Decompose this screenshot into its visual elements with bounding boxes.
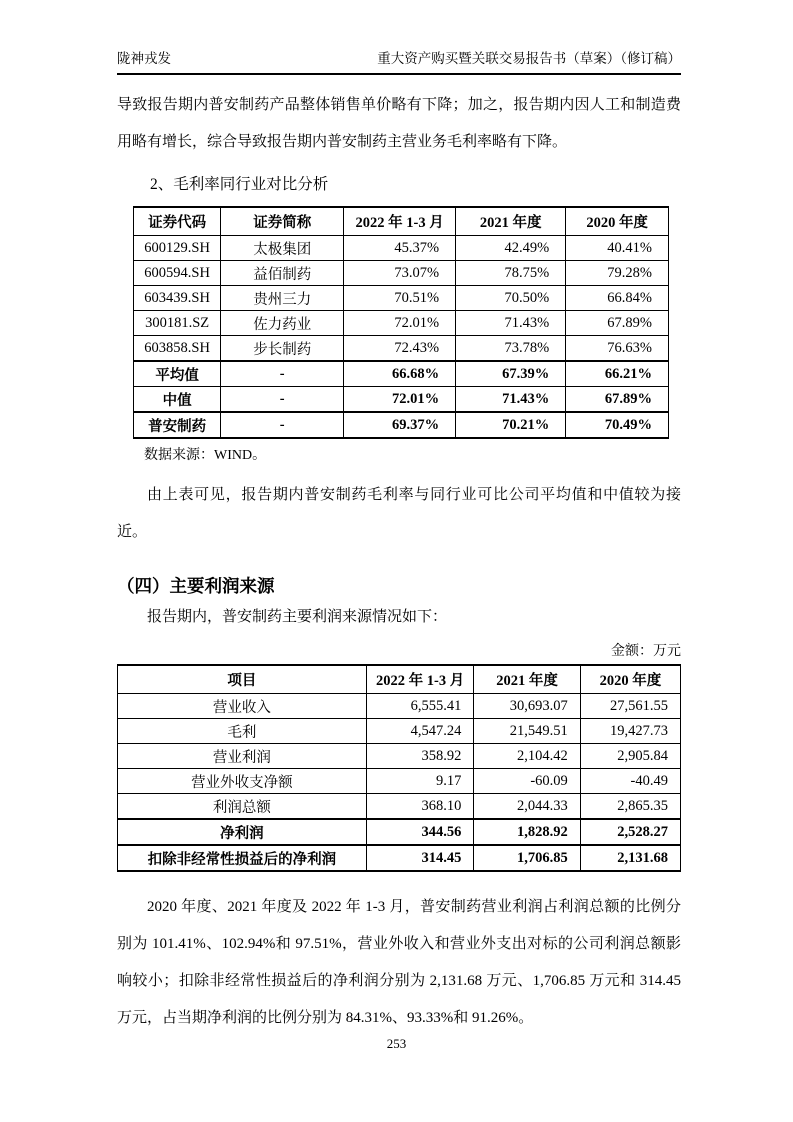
header-document-title: 重大资产购买暨关联交易报告书（草案）（修订稿）: [377, 51, 681, 66]
table-row: [134, 336, 669, 362]
table-cell: 佐力药业: [221, 311, 344, 336]
table-cell: 普安制药: [134, 412, 221, 438]
table-row-net-profit: [118, 819, 681, 845]
table-row: [134, 236, 669, 261]
table-row: [134, 261, 669, 286]
table-cell: 67.89%: [566, 311, 669, 336]
table-header-row: [134, 207, 669, 236]
table-cell: -40.49: [580, 769, 680, 794]
table-cell: 603439.SH: [134, 286, 221, 311]
table-cell: 79.28%: [566, 261, 669, 286]
table-cell: -: [221, 387, 344, 413]
table-row-puan: [134, 412, 669, 438]
table-row: [134, 311, 669, 336]
table-cell: 45.37%: [344, 236, 456, 261]
column-header: 证券代码: [134, 207, 221, 236]
running-header: [117, 50, 681, 75]
table-cell: 2,528.27: [580, 819, 680, 845]
table-cell: 1,706.85: [474, 845, 580, 871]
table-cell: 净利润: [118, 819, 367, 845]
section-heading-main-profit-source: （四）主要利润来源: [117, 576, 275, 596]
table-cell: 70.49%: [566, 412, 669, 438]
table-cell: 步长制药: [221, 336, 344, 362]
profit-intro-paragraph: 报告期内，普安制药主要利润来源情况如下：: [147, 609, 448, 625]
column-header: 2020 年度: [566, 207, 669, 236]
table-row: [118, 744, 681, 769]
table-cell: 314.45: [366, 845, 474, 871]
table-cell: 21,549.51: [474, 719, 580, 744]
section-heading-gross-margin-comparison: 2、毛利率同行业对比分析: [150, 176, 329, 193]
table-row: [118, 769, 681, 794]
column-header: 项目: [118, 665, 367, 694]
table-cell: 72.01%: [344, 311, 456, 336]
header-company-name: 陇神戎发: [117, 51, 171, 66]
table-cell: 70.21%: [456, 412, 566, 438]
table-cell: 73.07%: [344, 261, 456, 286]
table-cell: 贵州三力: [221, 286, 344, 311]
column-header: 2022 年 1-3 月: [344, 207, 456, 236]
table-cell: 600594.SH: [134, 261, 221, 286]
table-row-median: [134, 387, 669, 413]
data-source-note: 数据来源：WIND。: [144, 448, 267, 463]
column-header: 2022 年 1-3 月: [366, 665, 474, 694]
table-cell: 300181.SZ: [134, 311, 221, 336]
table-cell: 67.39%: [456, 361, 566, 387]
column-header: 2021 年度: [456, 207, 566, 236]
table-cell: 600129.SH: [134, 236, 221, 261]
table-cell: 27,561.55: [580, 694, 680, 719]
table-cell: 19,427.73: [580, 719, 680, 744]
table-cell: 69.37%: [344, 412, 456, 438]
table-cell: 太极集团: [221, 236, 344, 261]
table-cell: 营业利润: [118, 744, 367, 769]
table-cell: 营业外收支净额: [118, 769, 367, 794]
table-cell: 平均值: [134, 361, 221, 387]
table-cell: 66.68%: [344, 361, 456, 387]
table-cell: 72.43%: [344, 336, 456, 362]
table-cell: 603858.SH: [134, 336, 221, 362]
column-header: 证券简称: [221, 207, 344, 236]
table-header-row: [118, 665, 681, 694]
table-cell: 6,555.41: [366, 694, 474, 719]
table-cell: -: [221, 412, 344, 438]
table-cell: 30,693.07: [474, 694, 580, 719]
table-cell: 66.21%: [566, 361, 669, 387]
table1-comment-paragraph: 由上表可见，报告期内普安制药毛利率与同行业可比公司平均值和中值较为接近。: [117, 487, 681, 540]
table-cell: 2,905.84: [580, 744, 680, 769]
table-cell: 358.92: [366, 744, 474, 769]
table-cell: 76.63%: [566, 336, 669, 362]
intro-paragraph: 导致报告期内普安制药产品整体销售单价略有下降；加之，报告期内因人工和制造费用略有增长，综合导致报告期内普安制药主营业务毛利率略有下降。: [117, 97, 681, 150]
table-cell: 67.89%: [566, 387, 669, 413]
table-cell: 71.43%: [456, 387, 566, 413]
table-cell: -60.09: [474, 769, 580, 794]
table-cell: 4,547.24: [366, 719, 474, 744]
unit-note: 金额：万元: [611, 644, 681, 659]
table-cell: 2,104.42: [474, 744, 580, 769]
table-cell: 70.50%: [456, 286, 566, 311]
table-cell: 344.56: [366, 819, 474, 845]
table-cell: 78.75%: [456, 261, 566, 286]
column-header: 2020 年度: [580, 665, 680, 694]
table-row-net-profit-excl-nonrecurring: [118, 845, 681, 871]
table-cell: 66.84%: [566, 286, 669, 311]
analysis-paragraph: 2020 年度、2021 年度及 2022 年 1-3 月，普安制药营业利润占利润总额的比例分别为 101.41%、102.94%和 97.51%，营业外收入和营业外支出对标的公司利润总额影响较小；扣除非经常性损益后的净利润分别为 2,131.68 万元、1,706.85 万元和 314.45 万元，占当期净利润的比例分别为 84.31%、93.33%和 91.26%。: [117, 899, 681, 1026]
table-cell: 9.17: [366, 769, 474, 794]
table-cell: -: [221, 361, 344, 387]
table-row: [118, 794, 681, 820]
table-cell: 368.10: [366, 794, 474, 820]
table-cell: 70.51%: [344, 286, 456, 311]
table-cell: 73.78%: [456, 336, 566, 362]
table-cell: 40.41%: [566, 236, 669, 261]
table-cell: 71.43%: [456, 311, 566, 336]
table-cell: 毛利: [118, 719, 367, 744]
table-cell: 利润总额: [118, 794, 367, 820]
page-number: 253: [386, 1036, 407, 1051]
table-cell: 营业收入: [118, 694, 367, 719]
table-cell: 益佰制药: [221, 261, 344, 286]
table-row: [118, 719, 681, 744]
column-header: 2021 年度: [474, 665, 580, 694]
table-cell: 2,044.33: [474, 794, 580, 820]
table-row-average: [134, 361, 669, 387]
table-cell: 2,865.35: [580, 794, 680, 820]
table-cell: 42.49%: [456, 236, 566, 261]
table-row: [118, 694, 681, 719]
table-cell: 72.01%: [344, 387, 456, 413]
table-cell: 扣除非经常性损益后的净利润: [118, 845, 367, 871]
table-cell: 1,828.92: [474, 819, 580, 845]
table-row: [134, 286, 669, 311]
table-cell: 2,131.68: [580, 845, 680, 871]
profit-source-table: [117, 664, 681, 872]
table-cell: 中值: [134, 387, 221, 413]
gross-margin-comparison-table: [133, 206, 669, 439]
